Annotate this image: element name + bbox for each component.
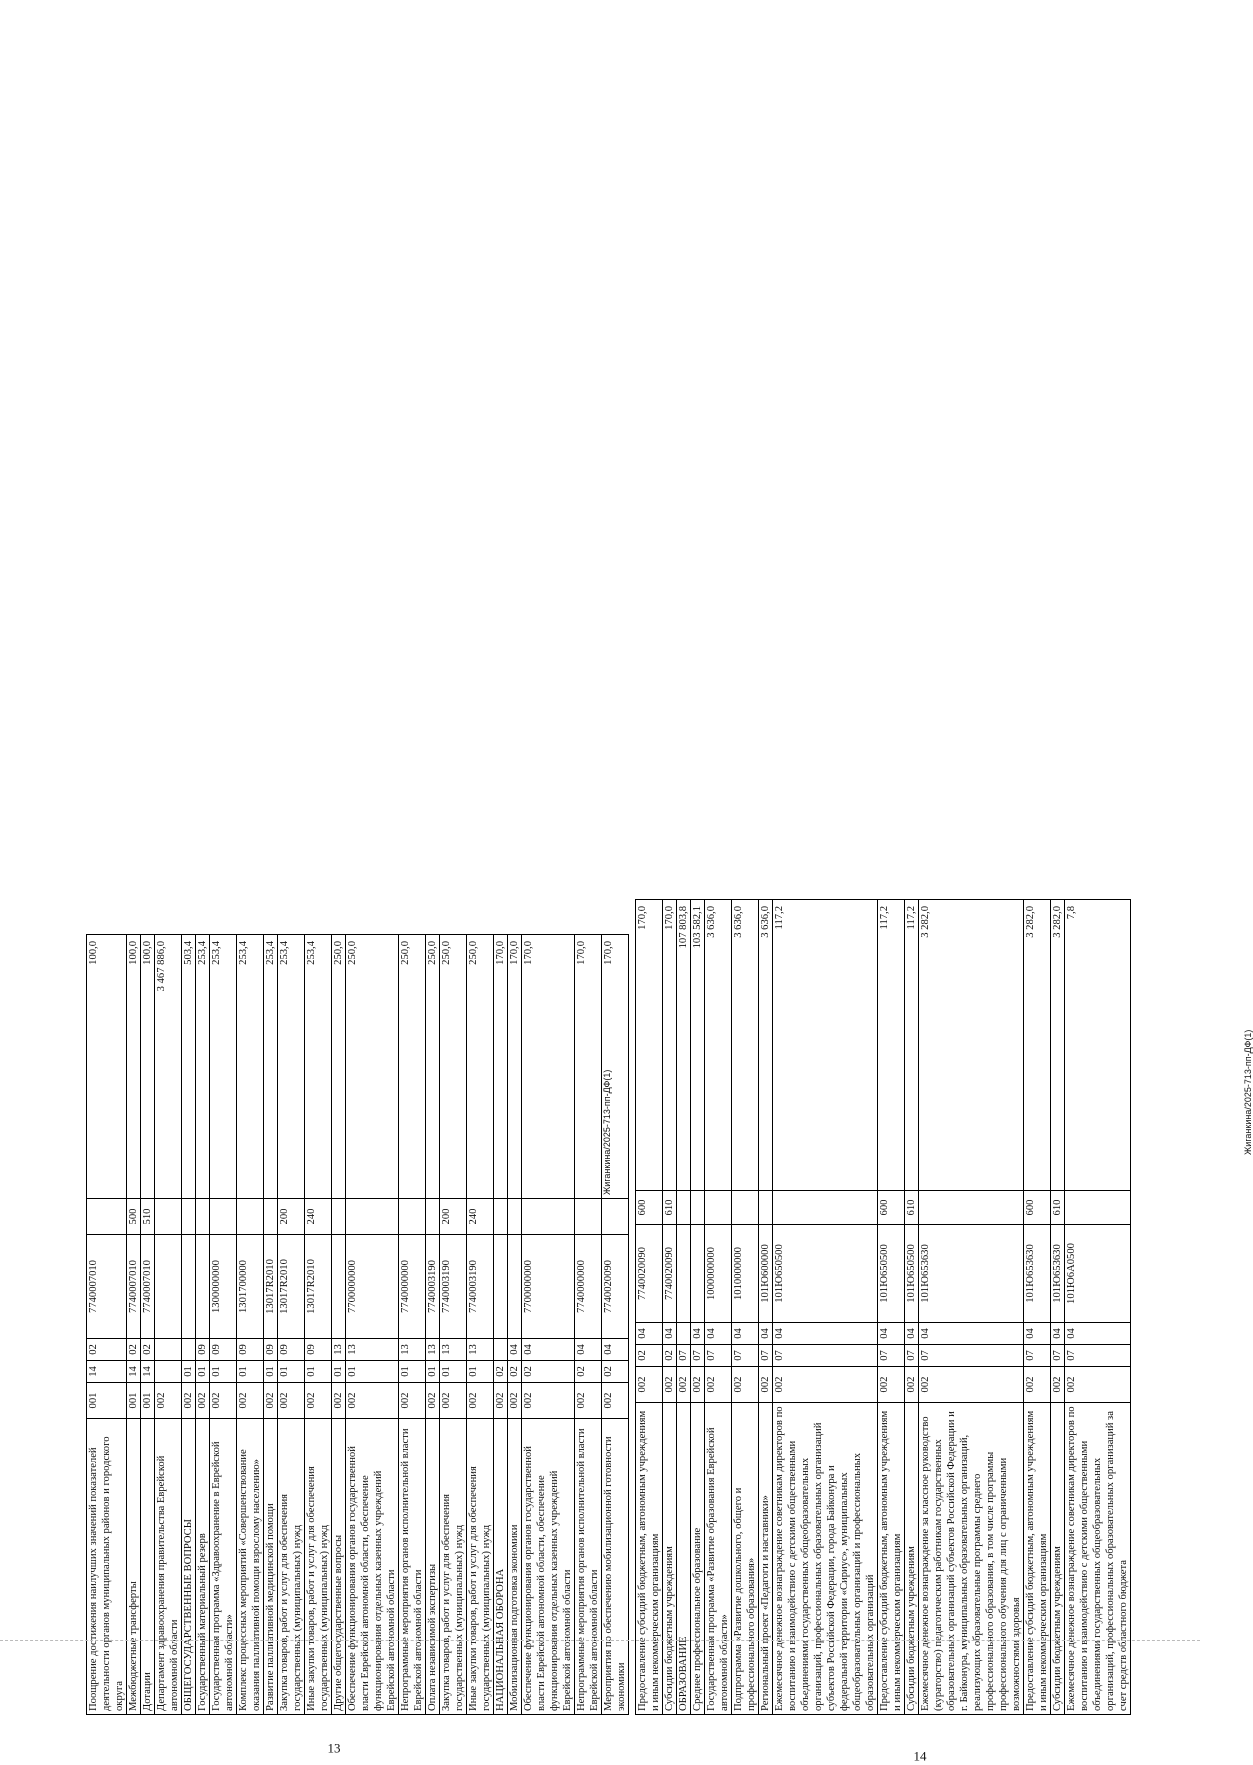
row-pr-cell: 09 <box>305 1339 332 1361</box>
row-gr-cell: 002 <box>677 1367 691 1403</box>
table-row <box>210 935 237 1715</box>
table-row <box>1065 900 1131 1715</box>
footer-note: Жиганкина/2025-713-пп-ДФ(1) <box>602 1069 612 1195</box>
table-row <box>196 935 210 1715</box>
row-name-cell: Ежемесячное денежное вознаграждение советникам директоров по воспитанию и взаимодействию с детскими общественными объединениями государственных общеобразовательных организаций, профессиональных образовательных организаций за счет средств областного бюджета <box>1065 1403 1131 1715</box>
row-vr-cell <box>1065 1191 1131 1225</box>
footer-note: Жиганкина/2025-713-пп-ДФ(1) <box>1243 1029 1253 1155</box>
row-pr-cell: 04 <box>1024 1323 1051 1345</box>
row-csr-cell <box>196 1235 210 1339</box>
row-vr-cell <box>210 1199 237 1235</box>
row-name-cell: Мероприятия по обеспечению мобилизационной готовности экономики <box>602 1419 629 1715</box>
row-gr-cell: 002 <box>440 1383 467 1419</box>
row-vr-cell <box>87 1199 127 1235</box>
row-pr-cell: 04 <box>1051 1323 1065 1345</box>
row-pr-cell: 13 <box>426 1339 440 1361</box>
row-amount-cell: 3 282,0 <box>919 900 1024 1191</box>
row-vr-cell <box>575 1199 602 1235</box>
table-row <box>346 935 399 1715</box>
row-rz-cell: 07 <box>878 1345 905 1367</box>
row-vr-cell: 200 <box>440 1199 467 1235</box>
row-rz-cell: 14 <box>87 1361 127 1383</box>
row-csr-cell <box>332 1235 346 1339</box>
table-row <box>332 935 346 1715</box>
row-pr-cell: 09 <box>237 1339 264 1361</box>
row-pr-cell: 13 <box>346 1339 399 1361</box>
row-vr-cell <box>919 1191 1024 1225</box>
table-row <box>1024 900 1051 1715</box>
row-pr-cell: 02 <box>127 1339 141 1361</box>
row-rz-cell: 01 <box>210 1361 237 1383</box>
row-gr-cell: 002 <box>919 1367 1024 1403</box>
row-amount-cell: 253,4 <box>305 935 332 1199</box>
row-name-cell: ОБРАЗОВАНИЕ <box>677 1403 691 1715</box>
row-gr-cell: 002 <box>602 1383 629 1419</box>
row-rz-cell: 02 <box>602 1361 629 1383</box>
row-csr-cell <box>494 1235 508 1339</box>
row-rz-cell: 02 <box>522 1361 575 1383</box>
row-rz-cell: 01 <box>346 1361 399 1383</box>
row-amount-cell: 170,0 <box>494 935 508 1199</box>
row-pr-cell: 04 <box>691 1323 705 1345</box>
row-name-cell: Субсидии бюджетным учреждениям <box>905 1403 919 1715</box>
row-vr-cell: 240 <box>467 1199 494 1235</box>
table-row <box>141 935 155 1715</box>
row-csr-cell: 7740007010 <box>127 1235 141 1339</box>
row-vr-cell <box>522 1199 575 1235</box>
row-rz-cell: 07 <box>1024 1345 1051 1367</box>
table-row <box>773 900 878 1715</box>
row-vr-cell <box>705 1191 732 1225</box>
row-amount-cell: 170,0 <box>636 900 663 1191</box>
row-vr-cell: 600 <box>1024 1191 1051 1225</box>
row-rz-cell: 07 <box>691 1345 705 1367</box>
table-row <box>602 935 629 1715</box>
row-csr-cell: 7700000000 <box>522 1235 575 1339</box>
row-name-cell: Иные закупки товаров, работ и услуг для обеспечения государственных (муниципальных) нужд <box>305 1419 332 1715</box>
table-row <box>677 900 691 1715</box>
row-csr-cell: 7740020090 <box>636 1225 663 1323</box>
row-vr-cell <box>196 1199 210 1235</box>
row-amount-cell: 103 582,1 <box>691 900 705 1191</box>
row-vr-cell: 510 <box>141 1199 155 1235</box>
row-vr-cell <box>332 1199 346 1235</box>
row-amount-cell: 3 467 886,0 <box>155 935 182 1199</box>
row-name-cell: Департамент здравоохранения правительства Еврейской автономной области <box>155 1419 182 1715</box>
row-amount-cell: 250,0 <box>332 935 346 1199</box>
table-row <box>182 935 196 1715</box>
row-amount-cell: 3 282,0 <box>1051 900 1065 1191</box>
table-row <box>87 935 127 1715</box>
row-rz-cell: 01 <box>332 1361 346 1383</box>
row-amount-cell: 107 803,8 <box>677 900 691 1191</box>
row-name-cell: Обеспечение функционирования органов государственной власти Еврейской автономной области, обеспечение функционирования отдельных казенных учреждений Еврейской автономной области <box>522 1419 575 1715</box>
row-vr-cell <box>602 1199 629 1235</box>
row-name-cell: Предоставление субсидий бюджетным, автономным учреждениям и иным некоммерческим организациям <box>636 1403 663 1715</box>
row-csr-cell: 101Ю653630 <box>1024 1225 1051 1323</box>
row-amount-cell: 7,8 <box>1065 900 1131 1191</box>
row-rz-cell: 01 <box>305 1361 332 1383</box>
row-name-cell: Комплекс процессных мероприятий «Совершенствование оказания паллиативной помощи взрослому населению» <box>237 1419 264 1715</box>
row-name-cell: Оплата независимой экспертизы <box>426 1419 440 1715</box>
row-rz-cell: 01 <box>196 1361 210 1383</box>
row-rz-cell: 01 <box>278 1361 305 1383</box>
row-vr-cell <box>399 1199 426 1235</box>
row-amount-cell: 250,0 <box>399 935 426 1199</box>
row-gr-cell: 002 <box>182 1383 196 1419</box>
row-pr-cell: 13 <box>399 1339 426 1361</box>
row-pr-cell: 04 <box>575 1339 602 1361</box>
row-csr-cell <box>155 1235 182 1339</box>
row-amount-cell: 117,2 <box>905 900 919 1191</box>
row-csr-cell: 7700000000 <box>346 1235 399 1339</box>
row-amount-cell: 250,0 <box>426 935 440 1199</box>
row-gr-cell: 002 <box>732 1367 759 1403</box>
row-amount-cell: 117,2 <box>878 900 905 1191</box>
table-row <box>691 900 705 1715</box>
row-pr-cell: 04 <box>773 1323 878 1345</box>
row-gr-cell: 002 <box>691 1367 705 1403</box>
row-pr-cell: 09 <box>210 1339 237 1361</box>
row-amount-cell: 3 636,0 <box>759 900 773 1191</box>
row-rz-cell: 07 <box>759 1345 773 1367</box>
row-gr-cell: 002 <box>1065 1367 1131 1403</box>
row-vr-cell <box>508 1199 522 1235</box>
row-amount-cell: 250,0 <box>440 935 467 1199</box>
row-name-cell: Региональный проект «Педагоги и наставники» <box>759 1403 773 1715</box>
row-gr-cell: 002 <box>210 1383 237 1419</box>
row-rz-cell: 01 <box>182 1361 196 1383</box>
table-row <box>919 900 1024 1715</box>
table-row <box>663 900 677 1715</box>
row-name-cell: Среднее профессиональное образование <box>691 1403 705 1715</box>
row-name-cell: Ежемесячное денежное вознаграждение за классное руководство (кураторство) педагогическим работникам государственных образовательных организаций субъектов Российской Федерации и г. Байконура, муниципальных образовательных организаций, реализующих образовательные программы среднего профессионального образования, в том числе программы профессионального обучения для лиц с ограниченными возможностями здоровья <box>919 1403 1024 1715</box>
row-amount-cell: 253,4 <box>210 935 237 1199</box>
row-amount-cell: 250,0 <box>346 935 399 1199</box>
row-name-cell: Государственная программа «Развитие образования Еврейской автономной области» <box>705 1403 732 1715</box>
row-name-cell: Субсидии бюджетным учреждениям <box>663 1403 677 1715</box>
row-gr-cell: 002 <box>467 1383 494 1419</box>
budget-table-body <box>87 935 629 1715</box>
row-pr-cell <box>182 1339 196 1361</box>
row-pr-cell: 13 <box>467 1339 494 1361</box>
row-pr-cell: 04 <box>705 1323 732 1345</box>
row-gr-cell: 002 <box>878 1367 905 1403</box>
row-gr-cell: 002 <box>773 1367 878 1403</box>
row-vr-cell <box>773 1191 878 1225</box>
row-vr-cell: 500 <box>127 1199 141 1235</box>
page-number: 13 <box>327 1740 341 1756</box>
row-name-cell: Другие общегосударственные вопросы <box>332 1419 346 1715</box>
row-amount-cell: 253,4 <box>278 935 305 1199</box>
row-vr-cell <box>691 1191 705 1225</box>
row-amount-cell: 250,0 <box>467 935 494 1199</box>
row-name-cell: Поощрение достижения наилучших значений показателей деятельности органов муниципальных районов и городского округа <box>87 1419 127 1715</box>
row-name-cell: Закупка товаров, работ и услуг для обеспечения государственных (муниципальных) нужд <box>440 1419 467 1715</box>
row-amount-cell: 100,0 <box>127 935 141 1199</box>
table-row <box>1051 900 1065 1715</box>
row-pr-cell <box>155 1339 182 1361</box>
row-csr-cell <box>691 1225 705 1323</box>
table-row <box>127 935 141 1715</box>
row-csr-cell <box>677 1225 691 1323</box>
row-csr-cell: 101Ю650500 <box>773 1225 878 1323</box>
row-amount-cell: 170,0 <box>602 935 629 1199</box>
row-gr-cell: 002 <box>346 1383 399 1419</box>
row-gr-cell: 001 <box>87 1383 127 1419</box>
table-row <box>305 935 332 1715</box>
row-csr-cell <box>508 1235 522 1339</box>
table-row <box>399 935 426 1715</box>
row-csr-cell: 1010000000 <box>732 1225 759 1323</box>
row-pr-cell: 04 <box>732 1323 759 1345</box>
table-row <box>494 935 508 1715</box>
row-pr-cell: 04 <box>905 1323 919 1345</box>
row-vr-cell: 610 <box>663 1191 677 1225</box>
table-row <box>440 935 467 1715</box>
row-name-cell: Государственный материальный резерв <box>196 1419 210 1715</box>
row-rz-cell: 02 <box>508 1361 522 1383</box>
row-name-cell: Развитие паллиативной медицинской помощи <box>264 1419 278 1715</box>
row-pr-cell: 04 <box>878 1323 905 1345</box>
row-pr-cell: 04 <box>636 1323 663 1345</box>
row-csr-cell: 7740000000 <box>575 1235 602 1339</box>
table-row <box>878 900 905 1715</box>
row-gr-cell: 001 <box>127 1383 141 1419</box>
row-csr-cell: 13017R2010 <box>278 1235 305 1339</box>
row-amount-cell: 3 636,0 <box>705 900 732 1191</box>
table-row <box>264 935 278 1715</box>
row-rz-cell: 02 <box>494 1361 508 1383</box>
row-csr-cell <box>182 1235 196 1339</box>
row-name-cell: Непрограммные мероприятия органов исполнительной власти Еврейской автономной области <box>575 1419 602 1715</box>
row-name-cell: Субсидии бюджетным учреждениям <box>1051 1403 1065 1715</box>
row-rz-cell: 14 <box>127 1361 141 1383</box>
row-vr-cell <box>346 1199 399 1235</box>
row-pr-cell: 04 <box>522 1339 575 1361</box>
row-rz-cell: 02 <box>575 1361 602 1383</box>
row-pr-cell: 09 <box>264 1339 278 1361</box>
row-amount-cell: 170,0 <box>522 935 575 1199</box>
row-vr-cell <box>494 1199 508 1235</box>
row-gr-cell: 002 <box>264 1383 278 1419</box>
row-pr-cell: 04 <box>508 1339 522 1361</box>
row-name-cell: Подпрограмма «Развитие дошкольного, общего и профессионального образования» <box>732 1403 759 1715</box>
row-name-cell: Предоставление субсидий бюджетным, автономным учреждениям и иным некоммерческим организациям <box>1024 1403 1051 1715</box>
row-pr-cell: 09 <box>278 1339 305 1361</box>
row-csr-cell: 101Ю653630 <box>919 1225 1024 1323</box>
table-row <box>636 900 663 1715</box>
row-gr-cell: 002 <box>196 1383 210 1419</box>
table-row <box>759 900 773 1715</box>
row-pr-cell: 04 <box>759 1323 773 1345</box>
row-amount-cell: 100,0 <box>87 935 127 1199</box>
row-amount-cell: 253,4 <box>237 935 264 1199</box>
row-csr-cell: 101Ю650500 <box>878 1225 905 1323</box>
table-row <box>467 935 494 1715</box>
page-number: 14 <box>913 1748 927 1764</box>
row-vr-cell: 200 <box>278 1199 305 1235</box>
row-rz-cell: 14 <box>141 1361 155 1383</box>
row-gr-cell: 002 <box>155 1383 182 1419</box>
budget-table <box>86 934 629 1715</box>
row-vr-cell: 600 <box>636 1191 663 1225</box>
row-pr-cell: 13 <box>332 1339 346 1361</box>
row-gr-cell: 002 <box>1051 1367 1065 1403</box>
row-gr-cell: 002 <box>522 1383 575 1419</box>
row-amount-cell: 253,4 <box>196 935 210 1199</box>
row-rz-cell <box>155 1361 182 1383</box>
row-amount-cell: 170,0 <box>575 935 602 1199</box>
row-amount-cell: 100,0 <box>141 935 155 1199</box>
row-pr-cell: 09 <box>196 1339 210 1361</box>
row-gr-cell: 002 <box>705 1367 732 1403</box>
row-rz-cell: 07 <box>1051 1345 1065 1367</box>
row-gr-cell: 002 <box>426 1383 440 1419</box>
row-csr-cell: 7740007010 <box>141 1235 155 1339</box>
row-name-cell: Иные закупки товаров, работ и услуг для обеспечения государственных (муниципальных) нужд <box>467 1419 494 1715</box>
row-gr-cell: 002 <box>399 1383 426 1419</box>
row-name-cell: Непрограммные мероприятия органов исполнительной власти Еврейской автономной области <box>399 1419 426 1715</box>
row-rz-cell: 01 <box>467 1361 494 1383</box>
row-vr-cell: 240 <box>305 1199 332 1235</box>
row-gr-cell: 002 <box>278 1383 305 1419</box>
row-csr-cell: 7740003190 <box>426 1235 440 1339</box>
scan-fold-line <box>0 1640 1200 1643</box>
row-gr-cell: 002 <box>305 1383 332 1419</box>
row-csr-cell: 7740020090 <box>663 1225 677 1323</box>
row-pr-cell: 04 <box>663 1323 677 1345</box>
row-vr-cell <box>426 1199 440 1235</box>
row-rz-cell: 07 <box>677 1345 691 1367</box>
row-gr-cell: 002 <box>494 1383 508 1419</box>
row-csr-cell: 101Ю650500 <box>905 1225 919 1323</box>
row-rz-cell: 01 <box>264 1361 278 1383</box>
table-row <box>508 935 522 1715</box>
table-row <box>705 900 732 1715</box>
table-row <box>905 900 919 1715</box>
row-name-cell: НАЦИОНАЛЬНАЯ ОБОРОНА <box>494 1419 508 1715</box>
row-csr-cell: 7740000000 <box>399 1235 426 1339</box>
row-rz-cell: 01 <box>426 1361 440 1383</box>
row-csr-cell: 101Ю653630 <box>1051 1225 1065 1323</box>
row-gr-cell: 002 <box>332 1383 346 1419</box>
row-gr-cell: 002 <box>663 1367 677 1403</box>
table-row <box>278 935 305 1715</box>
row-name-cell: Мобилизационная подготовка экономики <box>508 1419 522 1715</box>
row-amount-cell: 170,0 <box>508 935 522 1199</box>
row-csr-cell: 1300000000 <box>210 1235 237 1339</box>
row-gr-cell: 002 <box>575 1383 602 1419</box>
row-name-cell: ОБЩЕГОСУДАРСТВЕННЫЕ ВОПРОСЫ <box>182 1419 196 1715</box>
row-gr-cell: 002 <box>1024 1367 1051 1403</box>
row-pr-cell: 04 <box>1065 1323 1131 1345</box>
row-csr-cell: 1000000000 <box>705 1225 732 1323</box>
row-name-cell: Закупка товаров, работ и услуг для обеспечения государственных (муниципальных) нужд <box>278 1419 305 1715</box>
row-csr-cell: 13017R2010 <box>305 1235 332 1339</box>
row-gr-cell: 002 <box>237 1383 264 1419</box>
row-rz-cell: 07 <box>732 1345 759 1367</box>
row-vr-cell: 610 <box>1051 1191 1065 1225</box>
row-vr-cell <box>155 1199 182 1235</box>
row-csr-cell: 101Ю6А0500 <box>1065 1225 1131 1323</box>
row-csr-cell: 7740007010 <box>87 1235 127 1339</box>
row-rz-cell: 01 <box>237 1361 264 1383</box>
table-row <box>237 935 264 1715</box>
row-csr-cell: 1301700000 <box>237 1235 264 1339</box>
row-vr-cell: 610 <box>905 1191 919 1225</box>
table-row <box>522 935 575 1715</box>
row-name-cell: Предоставление субсидий бюджетным, автономным учреждениям и иным некоммерческим организациям <box>878 1403 905 1715</box>
document-page-13 <box>86 895 627 1756</box>
row-vr-cell <box>237 1199 264 1235</box>
row-rz-cell: 01 <box>440 1361 467 1383</box>
row-pr-cell: 02 <box>87 1339 127 1361</box>
row-amount-cell: 253,4 <box>264 935 278 1199</box>
table-row <box>575 935 602 1715</box>
row-csr-cell: 101Ю600000 <box>759 1225 773 1323</box>
row-vr-cell <box>732 1191 759 1225</box>
budget-table <box>635 899 1131 1715</box>
row-gr-cell: 002 <box>636 1367 663 1403</box>
row-rz-cell: 07 <box>773 1345 878 1367</box>
row-gr-cell: 002 <box>508 1383 522 1419</box>
row-rz-cell: 07 <box>1065 1345 1131 1367</box>
row-vr-cell: 600 <box>878 1191 905 1225</box>
row-gr-cell: 001 <box>141 1383 155 1419</box>
row-rz-cell: 02 <box>663 1345 677 1367</box>
row-pr-cell: 04 <box>602 1339 629 1361</box>
row-vr-cell <box>759 1191 773 1225</box>
row-pr-cell: 04 <box>919 1323 1024 1345</box>
row-rz-cell: 07 <box>705 1345 732 1367</box>
row-amount-cell: 3 636,0 <box>732 900 759 1191</box>
row-csr-cell: 7740020090 <box>602 1235 629 1339</box>
budget-table-body <box>636 900 1131 1715</box>
row-rz-cell: 07 <box>919 1345 1024 1367</box>
row-pr-cell: 02 <box>141 1339 155 1361</box>
row-vr-cell <box>264 1199 278 1235</box>
row-gr-cell: 002 <box>905 1367 919 1403</box>
row-name-cell: Ежемесячное денежное вознаграждение советникам директоров по воспитанию и взаимодействию с детскими общественными объединениями государственных общеобразовательных организаций, профессиональных образовательных организаций субъектов Российской Федерации, города Байконура и федеральной территории «Сириус», муниципальных общеобразовательных организаций и профессиональных образовательных организаций <box>773 1403 878 1715</box>
row-amount-cell: 170,0 <box>663 900 677 1191</box>
row-gr-cell: 002 <box>759 1367 773 1403</box>
row-name-cell: Межбюджетные трансферты <box>127 1419 141 1715</box>
row-pr-cell <box>677 1323 691 1345</box>
row-vr-cell <box>677 1191 691 1225</box>
row-amount-cell: 503,4 <box>182 935 196 1199</box>
row-vr-cell <box>182 1199 196 1235</box>
row-pr-cell <box>494 1339 508 1361</box>
row-amount-cell: 117,2 <box>773 900 878 1191</box>
row-csr-cell: 7740003190 <box>467 1235 494 1339</box>
row-pr-cell: 13 <box>440 1339 467 1361</box>
table-row <box>155 935 182 1715</box>
row-rz-cell: 07 <box>905 1345 919 1367</box>
table-row <box>732 900 759 1715</box>
row-csr-cell: 7740003190 <box>440 1235 467 1339</box>
row-amount-cell: 3 282,0 <box>1024 900 1051 1191</box>
row-rz-cell: 02 <box>636 1345 663 1367</box>
row-csr-cell: 13017R2010 <box>264 1235 278 1339</box>
row-name-cell: Дотации <box>141 1419 155 1715</box>
document-page-14 <box>635 900 1253 1764</box>
row-name-cell: Государственная программа «Здравоохранение в Еврейской автономной области» <box>210 1419 237 1715</box>
row-rz-cell: 01 <box>399 1361 426 1383</box>
row-name-cell: Обеспечение функционирования органов государственной власти Еврейской автономной области, обеспечение функционирования отдельных казенных учреждений Еврейской автономной области <box>346 1419 399 1715</box>
table-row <box>426 935 440 1715</box>
